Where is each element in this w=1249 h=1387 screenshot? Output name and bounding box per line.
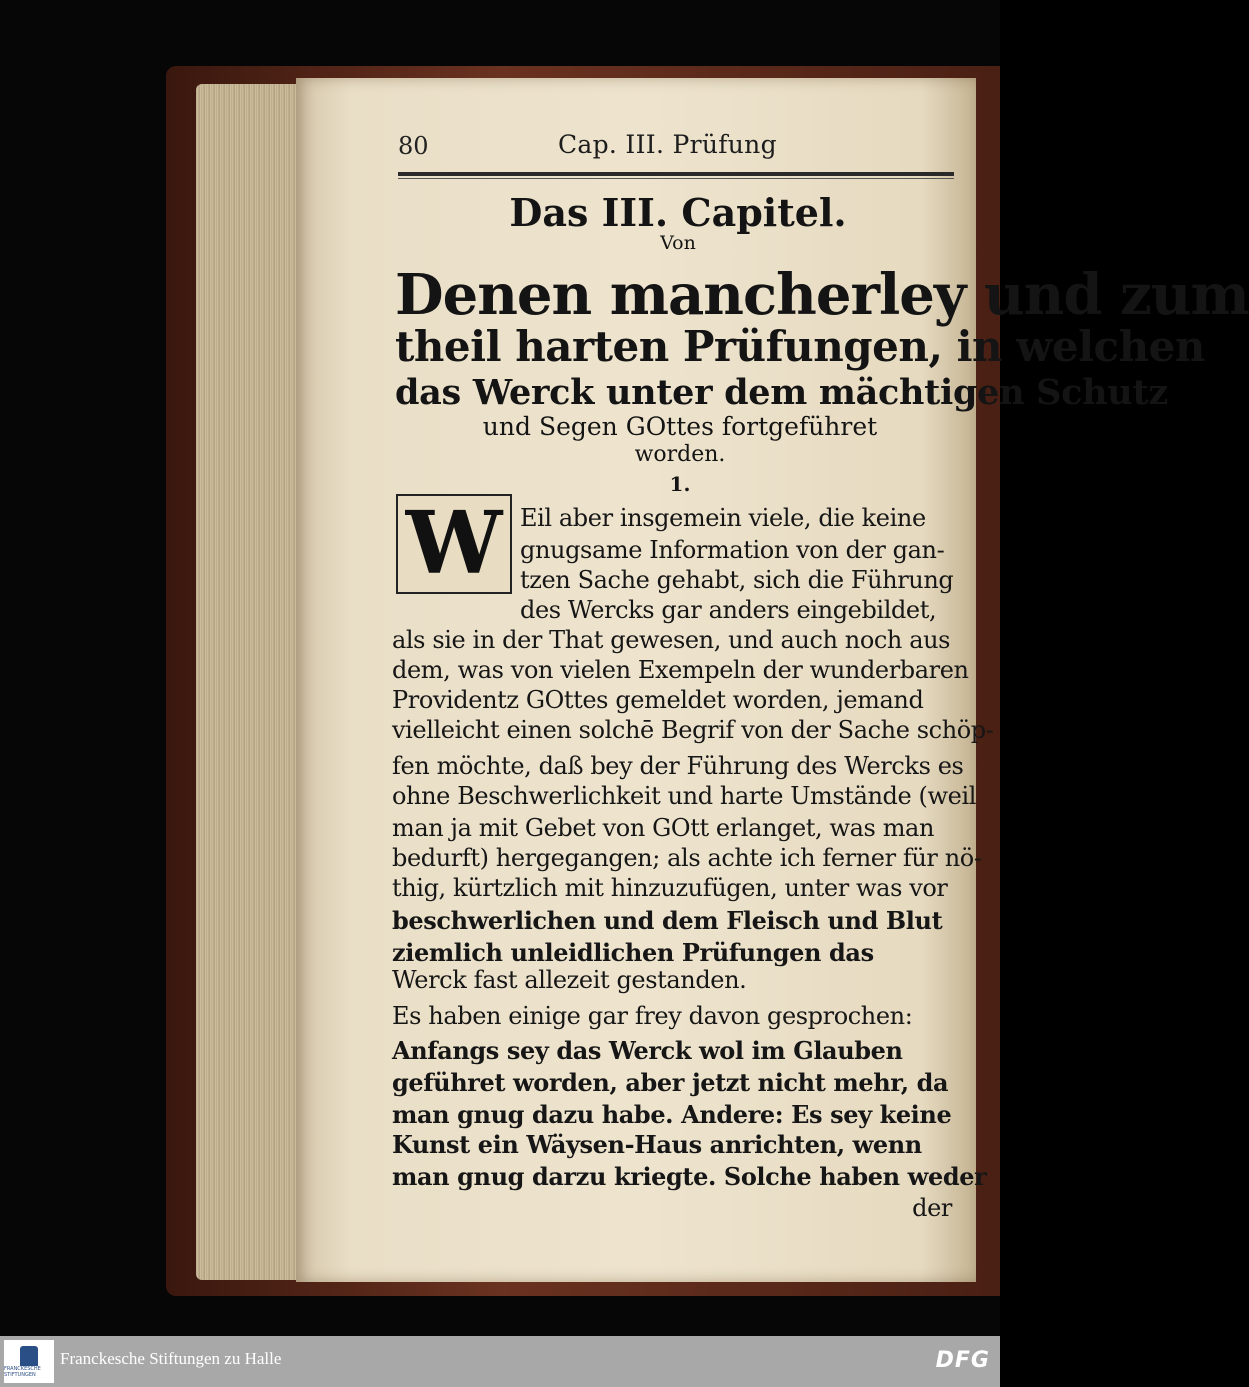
text-line: tzen Sache gehabt, sich die Führung xyxy=(520,566,954,594)
viewer-footer xyxy=(0,1336,1000,1387)
institution-name: Franckesche Stiftungen zu Halle xyxy=(60,1349,282,1368)
institution-logo[interactable] xyxy=(4,1340,54,1383)
text-line: geführet worden, aber jetzt nicht mehr, da xyxy=(392,1068,949,1097)
header-rule xyxy=(398,172,954,176)
page-number: 80 xyxy=(398,132,429,160)
text-line: Providentz GOttes gemeldet worden, jemand xyxy=(392,686,924,714)
running-head xyxy=(398,126,958,166)
header-rule-thin xyxy=(398,178,954,179)
text-line: beschwerlichen und dem Fleisch und Blut xyxy=(392,906,943,935)
text-line: man gnug darzu kriegte. Solche haben weder xyxy=(392,1162,987,1191)
text-line: Eil aber insgemein viele, die keine xyxy=(520,504,926,532)
title-line-3: das Werck unter dem mächtigen Schutz xyxy=(395,372,1168,413)
title-line-5: worden. xyxy=(634,442,726,467)
text-line: thig, kürtzlich mit hinzuzufügen, unter was vor xyxy=(392,874,948,902)
title-line-4: und Segen GOttes fortgeführet xyxy=(482,412,878,441)
text-line: dem, was von vielen Exempeln der wunderbaren xyxy=(392,656,969,684)
initial-letter: W xyxy=(405,493,503,594)
title-line-2: theil harten Prüfungen, in welchen xyxy=(395,322,1205,371)
text-line: ziemlich unleidlichen Prüfungen das xyxy=(392,938,874,967)
text-line: Kunst ein Wäysen-Haus anrichten, wenn xyxy=(392,1130,922,1159)
text-line: des Wercks gar anders eingebildet, xyxy=(520,596,937,624)
logo-text: FRANCKESCHE STIFTUNGEN xyxy=(4,1365,41,1378)
text-line: fen möchte, daß bey der Führung des Wercks es xyxy=(392,752,964,780)
text-line: bedurft) hergegangen; als achte ich ferner für nö- xyxy=(392,844,982,872)
text-line: Werck fast allezeit gestanden. xyxy=(392,966,747,994)
chapter-heading: Das III. Capitel. xyxy=(509,190,847,235)
title-line-1: Denen mancherley und zum xyxy=(395,262,1249,328)
text-line: als sie in der That gewesen, und auch noch aus xyxy=(392,626,951,654)
catchword: der xyxy=(912,1194,952,1222)
text-line: vielleicht einen solchē Begrif von der Sache schöp- xyxy=(392,716,994,744)
dfg-logo[interactable]: DFG xyxy=(935,1348,990,1373)
section-number: 1. xyxy=(669,472,691,496)
institution-crest-icon xyxy=(20,1346,38,1366)
text-line: Es haben einige gar frey davon gesprochen: xyxy=(392,1002,913,1030)
text-line: gnugsame Information von der gan- xyxy=(520,536,945,564)
text-line: man ja mit Gebet von GOtt erlanget, was man xyxy=(392,814,935,842)
text-line: ohne Beschwerlichkeit und harte Umstände (weil xyxy=(392,782,977,810)
title-von: Von xyxy=(660,232,696,254)
text-line: Anfangs sey das Werck wol im Glauben xyxy=(392,1036,903,1065)
text-line: man gnug dazu habe. Andere: Es sey keine xyxy=(392,1100,952,1129)
decorated-initial xyxy=(396,494,512,594)
chapter-reference: Cap. III. Prüfung xyxy=(558,130,777,159)
page-edges xyxy=(196,84,306,1280)
